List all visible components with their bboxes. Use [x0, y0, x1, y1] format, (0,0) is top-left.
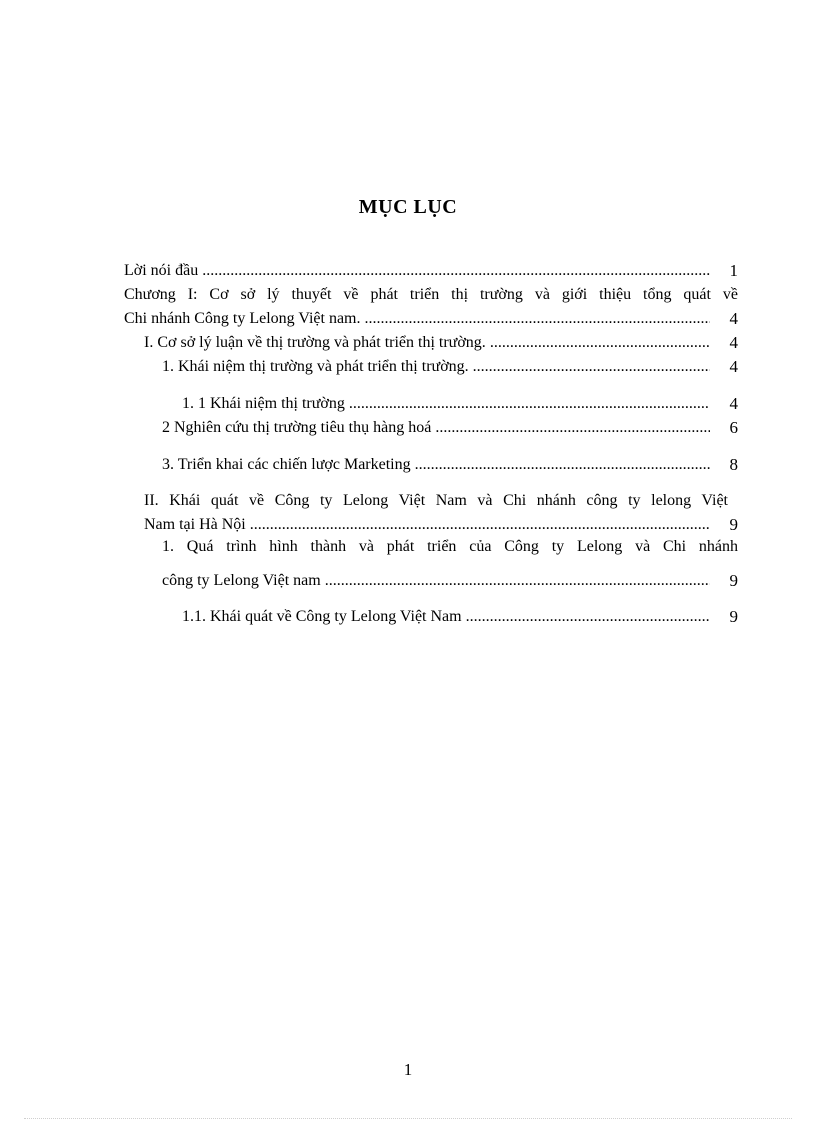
toc-entry-chapter-1-line-1[interactable]: Chương I: Cơ sở lý thuyết về phát triển thị trường và giới thiệu tổng quát về: [124, 286, 738, 303]
leader-dots: [349, 393, 710, 415]
toc-page-number: 1: [729, 261, 738, 280]
footer-divider: [24, 1118, 792, 1119]
toc-entry-text: 1. Khái niệm thị trường và phát triển thị trường.: [162, 358, 469, 375]
toc-entry-text: Nam tại Hà Nội: [144, 516, 246, 533]
toc-page-number: 9: [729, 515, 738, 534]
toc-entry-1[interactable]: [162, 356, 714, 378]
toc-page-number: 9: [729, 607, 738, 626]
toc-page-number: 4: [729, 357, 738, 376]
toc-entry-section-I[interactable]: [144, 332, 714, 354]
leader-dots: [365, 308, 711, 330]
leader-dots: [250, 514, 710, 536]
toc-page-number: 4: [729, 333, 738, 352]
toc-page-number: 8: [729, 455, 738, 474]
leader-dots: [325, 570, 710, 592]
page-title: MỤC LỤC: [358, 196, 458, 218]
toc-entry-text: 2 Nghiên cứu thị trường tiêu thụ hàng hoá: [162, 419, 432, 436]
toc-page-number: 4: [729, 394, 738, 413]
toc-entry-text: 3. Triển khai các chiến lược Marketing: [162, 456, 411, 473]
toc-entry-II-1-1[interactable]: [182, 606, 714, 628]
toc-entry-3[interactable]: [162, 454, 714, 476]
toc-entry-II-1-line-2[interactable]: [162, 570, 714, 592]
toc-entry-section-II-line-1[interactable]: II. Khái quát về Công ty Lelong Việt Nam và Chi nhánh công ty lelong Việt: [144, 492, 728, 509]
toc-page-number: 4: [729, 309, 738, 328]
toc-entry-text: công ty Lelong Việt nam: [162, 572, 321, 589]
toc-entry-II-1-line-1[interactable]: 1. Quá trình hình thành và phát triển của Công ty Lelong và Chi nhánh: [162, 538, 738, 555]
leader-dots: [415, 454, 710, 476]
leader-dots: [466, 606, 710, 628]
toc-entry-preface[interactable]: [124, 260, 714, 282]
toc-entry-text: I. Cơ sở lý luận về thị trường và phát triển thị trường.: [144, 334, 486, 351]
toc-entry-text: 1. 1 Khái niệm thị trường: [182, 395, 345, 412]
toc-page-number: 9: [729, 571, 738, 590]
footer-page-number: 1: [403, 1060, 413, 1079]
toc-entry-2[interactable]: [162, 417, 714, 439]
toc-page-number: 6: [729, 418, 738, 437]
leader-dots: [490, 332, 710, 354]
toc-entry-chapter-1-line-2[interactable]: [124, 308, 714, 330]
leader-dots: [202, 260, 710, 282]
leader-dots: [473, 356, 710, 378]
toc-entry-text: Chi nhánh Công ty Lelong Việt nam.: [124, 310, 361, 327]
toc-entry-text: Lời nói đầu: [124, 262, 199, 279]
toc-entry-text: 1.1. Khái quát về Công ty Lelong Việt Nam: [182, 608, 462, 625]
leader-dots: [435, 417, 710, 439]
toc-entry-1-1[interactable]: [182, 393, 714, 415]
toc-entry-section-II-line-2[interactable]: [144, 514, 714, 536]
